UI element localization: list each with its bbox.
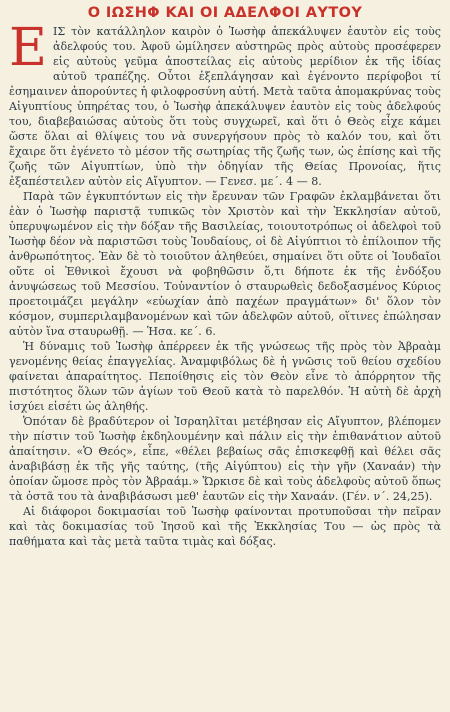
paragraph-3: Ἡ δύναμις τοῦ Ἰωσὴφ ἀπέρρεεν ἐκ τῆς γνώσεως τῆς πρὸς τὸν Ἀβραὰμ γενομένης θείας ἐπαγγελίας. Ἀναμφιβόλως δὲ ἡ γνῶσις τοῦ θείου σχεδίου φαίνεται ἀπαραίτητος. Πεποίθησις εἰς τὸν Θεὸν εἶνε τὸ ἀπόρρητον τῆς πιστότητος ὅλων τῶν ἁγίων τοῦ Θεοῦ κατὰ τὸ παρελθόν. Ἡ αὐτὴ δὲ ἀρχὴ ἰσχύει εἰσέτι ὡς ἀληθής. — [9, 340, 441, 413]
paragraph-5: Αἱ διάφοροι δοκιμασίαι τοῦ Ἰωσὴφ φαίνονται προτυποῦσαι τὴν πεῖραν καὶ τὰς δοκιμασίας τοῦ Ἰησοῦ καὶ τῆς Ἐκκλησίας Του — ὡς πρὸς τὰ παθήματα καὶ τὰς μετὰ ταῦτα τιμὰς καὶ δόξας. — [9, 505, 441, 548]
paragraph-4: Ὁπόταν δὲ βραδύτερον οἱ Ἰσραηλῖται μετέβησαν εἰς Αἴγυπτον, βλέπομεν τὴν πίστιν τοῦ Ἰωσὴφ ἐκδηλουμένην καὶ πάλιν εἰς τὴν ἐπιθανάτιον αὐτοῦ ἀπαίτησιν. «Ὁ Θεός», εἶπε, «θέλει βεβαίως σᾶς ἐπισκεφθῇ καὶ θέλει σᾶς ἀναβιβάσῃ ἐκ τῆς γῆς ταύτης, (τῆς Αἰγύπτου) εἰς τὴν γῆν (Χαναάν) τὴν ὁποίαν ὤμοσε πρὸς τὸν Ἀβραάμ.» Ὥρκισε δὲ καὶ τοὺς ἀδελφοὺς αὐτοῦ ὅπως τὰ ὀστᾶ του τὰ ἀναβιβάσωσι μεθ' ἑαυτῶν εἰς τὴν Χαναάν. (Γέν. ν΄. 24,25). — [9, 415, 441, 503]
paragraph-1-text: ΙΣ τὸν κατάλληλον καιρὸν ὁ Ἰωσὴφ ἀπεκάλυψεν ἑαυτὸν εἰς τοὺς ἀδελφούς του. Ἀφοῦ ὡμίλησεν αὐστηρῶς πρὸς αὐτοὺς προσέφερεν εἰς αὐτοὺς γεῦμα ἀποστείλας εἰς αὐτοὺς μερίδιον ἐκ τῆς ἰδίας αὐτοῦ τραπέζης. Οὗτοι ἐξεπλάγησαν καὶ ἐγένοντο περίφοβοι τί ἐσημαινεν ἀπορούντες ἡ φιλοφροσύνη αὐτή. Μετὰ ταῦτα ἀπομακρύνας τοὺς Αἰγυπτίους ὑπηρέτας του, ὁ Ἰωσὴφ ἀπεκάλυψεν ἑαυτὸν εἰς τοὺς ἀδελφούς του, διαβεβαιώσας αὐτοὺς ὅτι τοὺς συγχωρεῖ, καὶ ὅτι ὁ Θεὸς εἶχε κάμει ὥστε ὅλαι αἱ θλίψεις του νὰ συνεργήσουν πρὸς τὸ καλόν του, καὶ ὅτι ἔχαιρε ὅτι ἐγένετο τὸ μέσον τῆς σωτηρίας τῆς ζωῆς των, ὡς ἐπίσης καὶ τῆς ζωῆς τῶν Αἰγυπτίων, ὑπὸ τὴν ὁδηγίαν τῆς Θείας Προνοίας, ἥτις ἐξαπέστειλεν αὐτὸν εἰς Αἴγυπτον. — Γενεσ. με΄. 4 — 8. — [9, 25, 441, 188]
paragraph-1 — [9, 18, 441, 189]
article-title: Ο ΙΩΣΗΦ ΚΑΙ ΟΙ ΑΔΕΛΦΟΙ ΑΥΤΟΥ — [87, 5, 363, 21]
paragraph-2: Παρὰ τῶν ἐγκυπτόντων εἰς τὴν ἔρευναν τῶν Γραφῶν ἐκλαμβάνεται ὅτι ἐὰν ὁ Ἰωσὴφ παριστᾷ τυπικῶς τὸν Χριστὸν καὶ τὴν Ἐκκλησίαν αὐτοῦ, ὑπερυψωμένον εἰς τὴν δόξαν τῆς Βασιλείας, τοιουτοτρόπως οἱ ἀδελφοὶ τοῦ Ἰωσὴφ δέον νὰ παριστῶσι τοὺς Ἰουδαίους, οἱ δὲ Αἰγύπτιοι τὸ ἐπίλοιπον τῆς ἀνθρωπότητος. Ἐὰν δὲ τὸ τοιοῦτον ἀληθεύει, σημαίνει ὅτι οὔτε οἱ Ἰουδαῖοι οὔτε οἱ Ἐθνικοὶ ἔχουσι νὰ φοβηθῶσιν ὅ,τι δήποτε ἐκ τῆς ἐνδόξου ἀνυψώσεως τοῦ Μεσσίου. Τοὐναντίον ὁ σταυρωθεὶς δεδοξασμένος Κύριος προετοιμάζει μεγάλην «εὐωχίαν ἀπὸ παχέων πραγμάτων» δι' ὅλον τὸν κόσμον, συμπεριλαμβανομένων καὶ τῶν ἀδελφῶν αὐτοῦ, οἵτινες ἐπώλησαν αὐτὸν ἵνα σταυρωθῇ. — Ἡσα. κε΄. 6. — [9, 190, 441, 338]
drop-cap: Ε — [9, 18, 47, 78]
article-body — [9, 18, 441, 549]
